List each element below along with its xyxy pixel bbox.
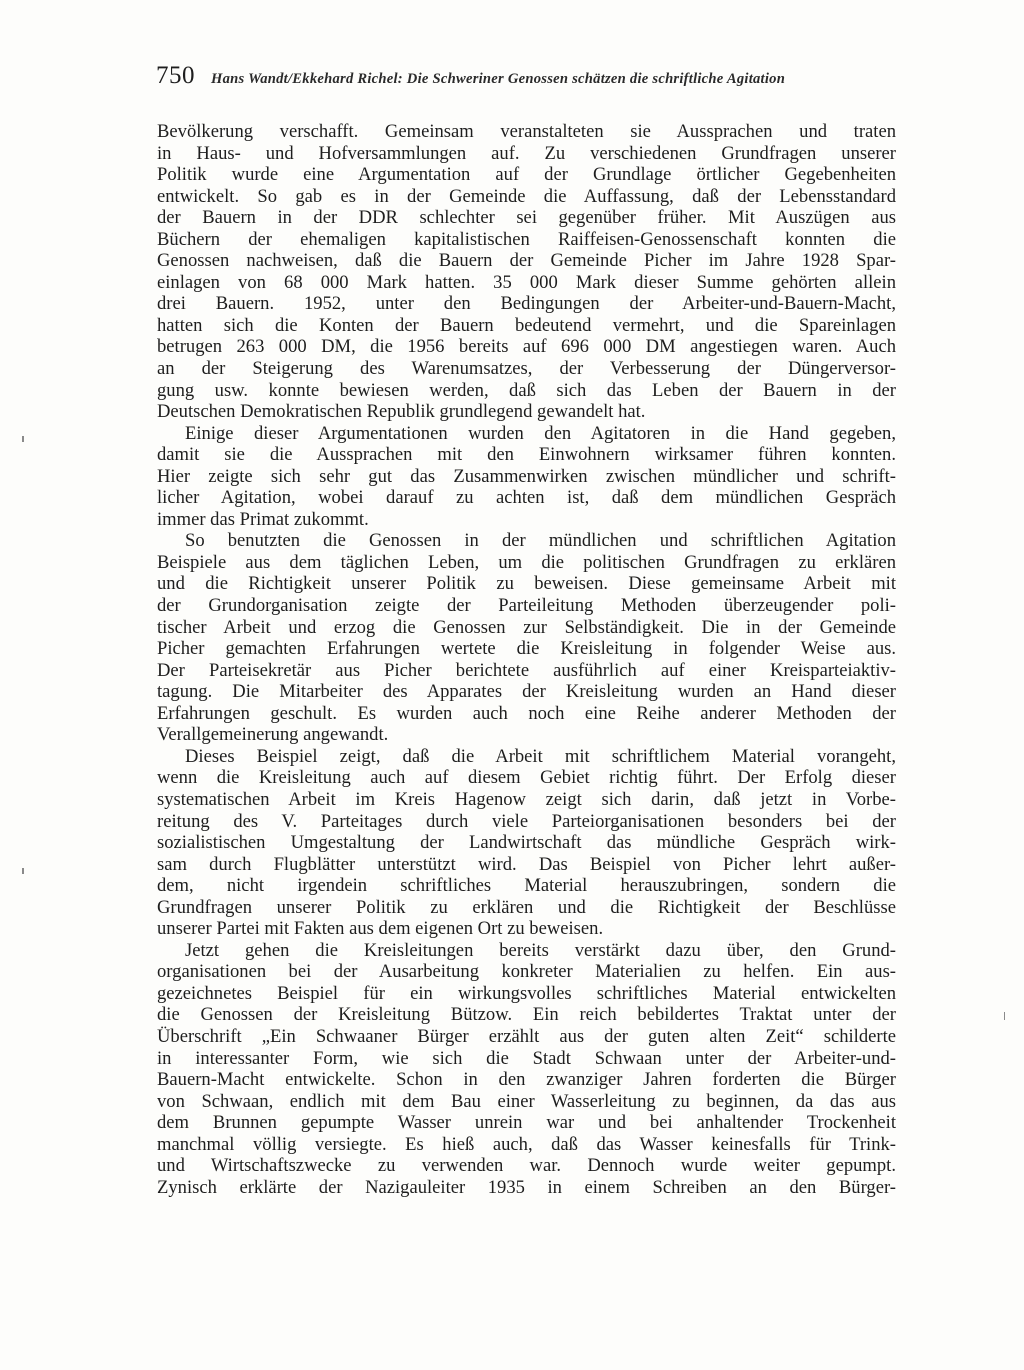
text-line: und die Richtigkeit unserer Politik zu beweisen. Diese gemeinsame Arbeit mit xyxy=(157,573,896,595)
text-line: Bevölkerung verschafft. Gemeinsam veranstalteten sie Aussprachen und traten xyxy=(157,121,896,142)
text-line: in interessanter Form, wie sich die Stadt Schwaan unter der Arbeiter-und- xyxy=(157,1047,896,1069)
text-line: sam durch Flugblätter unterstützt wird. Das Beispiel von Picher lehrt außer- xyxy=(157,853,896,875)
text-line: und Wirtschaftszwecke zu verwenden war. Dennoch wurde weiter gepumpt. xyxy=(157,1155,896,1177)
margin-mark xyxy=(1004,1012,1005,1020)
text-line: drei Bauern. 1952, unter den Bedingungen der Arbeiter-und-Bauern-Macht, xyxy=(157,293,896,315)
text-line: dem Brunnen gepumpte Wasser unrein war und bei anhaltender Trockenheit xyxy=(157,1112,896,1134)
paragraph-4 xyxy=(157,746,896,940)
page-header xyxy=(156,62,898,98)
text-line: organisationen bei der Ausarbeitung konkreter Materialien zu helfen. Ein aus- xyxy=(157,961,896,983)
text-line: sozialistischen Umgestaltung der Landwirtschaft das mündliche Gespräch wirk- xyxy=(157,832,896,854)
text-line: Der Parteisekretär aus Picher berichtete ausführlich auf einer Kreisparteiaktiv- xyxy=(157,659,896,681)
text-line: gung usw. konnte bewiesen werden, daß sich das Leben der Bauern in der xyxy=(157,379,896,401)
text-line: manchmal völlig versiegte. Es hieß auch, daß das Wasser keinesfalls für Trink- xyxy=(157,1133,896,1155)
text-line: betrugen 263 000 DM, die 1956 bereits auf 696 000 DM angestiegen waren. Auch xyxy=(157,336,896,358)
text-line: unserer Partei mit Fakten aus dem eigenen Ort zu beweisen. xyxy=(157,918,604,940)
paragraph-1 xyxy=(157,121,896,423)
paragraph-5 xyxy=(157,940,896,1199)
text-line: der Bauern in der DDR schlechter sei gegenüber früher. Mit Auszügen aus xyxy=(157,207,896,229)
text-line: von Schwaan, endlich mit dem Bau einer Wasserleitung zu beginnen, da das aus xyxy=(157,1090,896,1112)
margin-mark xyxy=(22,868,24,874)
text-line: Grundfragen unserer Politik zu erklären und die Richtigkeit der Beschlüsse xyxy=(157,896,896,918)
text-line: in Haus- und Hofversammlungen auf. Zu verschiedenen Grundfragen unserer xyxy=(157,142,896,164)
text-line: die Genossen der Kreisleitung Bützow. Ein reich bebildertes Traktat unter der xyxy=(157,1004,896,1026)
text-line: Genossen nachweisen, daß die Bauern der Gemeinde Picher im Jahre 1928 Spar- xyxy=(157,250,896,272)
paragraph-2 xyxy=(157,423,896,531)
text-line: licher Agitation, wobei darauf zu achten ist, daß dem mündlichen Gespräch xyxy=(157,487,896,509)
text-line: Hier zeigte sich sehr gut das Zusammenwirken zwischen mündlicher und schrift- xyxy=(157,465,896,487)
text-line: einlagen von 68 000 Mark hatten. 35 000 Mark dieser Summe gehörten allein xyxy=(157,271,896,293)
running-head: Hans Wandt/Ekkehard Richel: Die Schweriner Genossen schätzen die schriftliche Agitation xyxy=(211,71,786,87)
text-line: tischer Arbeit und erzog die Genossen zur Selbständigkeit. Die in der Gemeinde xyxy=(157,616,896,638)
text-line: gezeichnetes Beispiel für ein wirkungsvolles schriftliches Material entwickelten xyxy=(157,982,896,1004)
text-line: immer das Primat zukommt. xyxy=(157,508,369,530)
text-line: der Grundorganisation zeigte der Parteileitung Methoden überzeugender poli- xyxy=(157,595,896,617)
text-line: Erfahrungen geschult. Es wurden auch noch eine Reihe anderer Methoden der xyxy=(157,702,896,724)
text-line: wenn die Kreisleitung auch auf diesem Gebiet richtig führt. Der Erfolg dieser xyxy=(157,767,896,789)
margin-mark xyxy=(22,436,24,442)
text-line: Jetzt gehen die Kreisleitungen bereits verstärkt dazu über, den Grund- xyxy=(185,939,896,961)
text-line: entwickelt. So gab es in der Gemeinde die Auffassung, daß der Lebensstandard xyxy=(157,185,896,207)
text-line: hatten sich die Konten der Bauern bedeutend vermehrt, und die Spareinlagen xyxy=(157,314,896,336)
text-line: Überschrift „Ein Schwaaner Bürger erzählt aus der guten alten Zeit“ schilderte xyxy=(157,1025,896,1047)
text-line: Bauern-Macht entwickelte. Schon in den zwanziger Jahren forderten die Bürger xyxy=(157,1069,896,1091)
body-text xyxy=(157,121,896,1198)
text-line: reitung des V. Parteitages durch viele Parteiorganisationen besonders bei der xyxy=(157,810,896,832)
text-line: Picher gemachten Erfahrungen wertete die Kreisleitung in folgender Weise aus. xyxy=(157,638,896,660)
text-line: tagung. Die Mitarbeiter des Apparates der Kreisleitung wurden an Hand dieser xyxy=(157,681,896,703)
text-line: Dieses Beispiel zeigt, daß die Arbeit mit schriftlichem Material vorangeht, xyxy=(185,745,896,767)
text-line: an der Steigerung des Warenumsatzes, der Verbesserung der Düngerversor- xyxy=(157,358,896,380)
text-line: Politik wurde eine Argumentation auf der Grundlage örtlicher Gegebenheiten xyxy=(157,164,896,186)
text-line: Deutschen Demokratischen Republik grundlegend gewandelt hat. xyxy=(157,401,646,423)
text-line: Verallgemeinerung angewandt. xyxy=(157,724,389,746)
text-line: Beispiele aus dem täglichen Leben, um die politischen Grundfragen zu erklären xyxy=(157,551,896,573)
text-line: dem, nicht irgendein schriftliches Material herauszubringen, sondern die xyxy=(157,875,896,897)
text-line: So benutzten die Genossen in der mündlichen und schriftlichen Agitation xyxy=(185,530,896,552)
page-number: 750 xyxy=(156,62,195,89)
text-line: systematischen Arbeit im Kreis Hagenow zeigt sich darin, daß jetzt in Vorbe- xyxy=(157,788,896,810)
text-line: damit sie die Aussprachen mit den Einwohnern wirksamer führen konnten. xyxy=(157,444,896,466)
text-line: Büchern der ehemaligen kapitalistischen Raiffeisen-Genossenschaft konnten die xyxy=(157,228,896,250)
text-line: Zynisch erklärte der Nazigauleiter 1935 in einem Schreiben an den Bürger- xyxy=(157,1176,896,1198)
paragraph-3 xyxy=(157,530,896,745)
text-line: Einige dieser Argumentationen wurden den Agitatoren in die Hand gegeben, xyxy=(185,422,896,444)
